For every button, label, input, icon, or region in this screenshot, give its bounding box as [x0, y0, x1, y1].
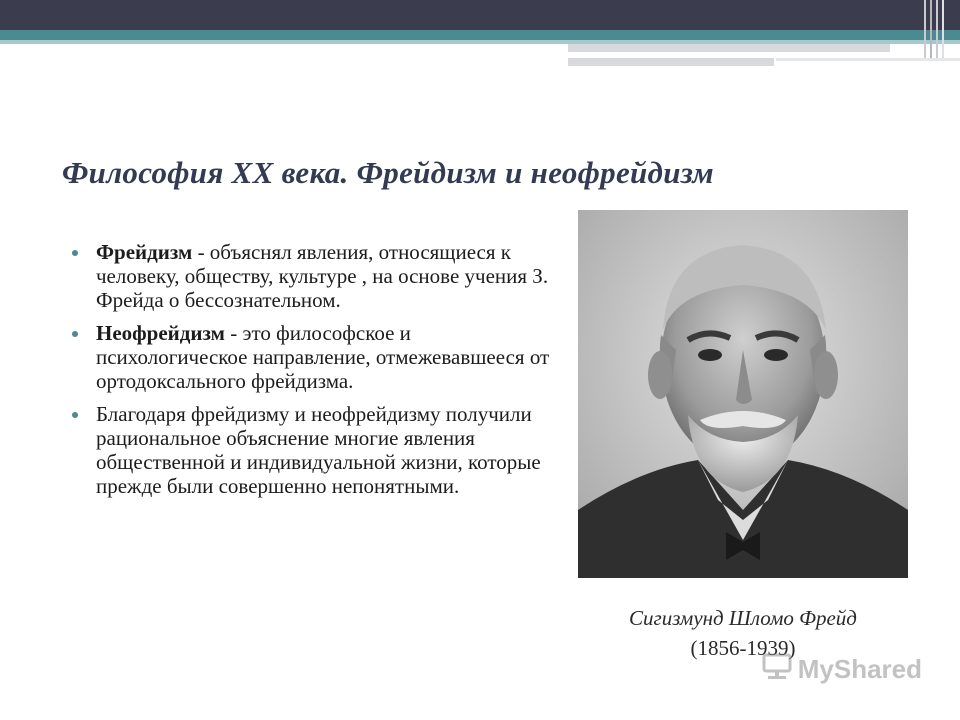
bullet-text: Благодаря фрейдизму и неофрейдизму получили рациональное объяснение многие явления общественной и индивидуальной жизни, которые прежде были совершенно непонятными.	[96, 402, 541, 498]
bullet-icon	[72, 250, 78, 256]
bullet-item	[72, 240, 552, 312]
bullet-item	[72, 402, 552, 498]
bullet-text: - объяснял явления, относящиеся к человеку, обществу, культуре , на основе учения З. Фрейда о бессознательном.	[96, 240, 549, 312]
watermark-text: MyShared	[797, 654, 922, 684]
bullet-icon	[72, 412, 78, 418]
projector-icon	[762, 653, 792, 686]
header-accent-bar	[0, 30, 960, 40]
decor-lines	[924, 0, 946, 58]
portrait-caption-name: Сигизмунд Шломо Фрейд	[629, 606, 857, 630]
decor-bar	[568, 44, 890, 52]
header-bar	[0, 0, 960, 30]
bullet-text: - это философское и психологическое направление, отмежевавшееся от ортодоксального фрейдизма.	[96, 321, 550, 393]
slide-title: Философия XX века. Фрейдизм и неофрейдизм	[62, 155, 714, 190]
watermark	[762, 653, 922, 686]
bullet-icon	[72, 331, 78, 337]
portrait-caption-years: (1856-1939)	[690, 636, 796, 660]
bullet-item	[72, 321, 552, 393]
bullet-term: Неофрейдизм	[96, 321, 225, 345]
decor-bar	[776, 58, 960, 61]
bullet-list	[72, 240, 552, 507]
decor-bar	[568, 58, 774, 66]
portrait-photo	[578, 210, 908, 578]
bullet-term: Фрейдизм	[96, 240, 193, 264]
